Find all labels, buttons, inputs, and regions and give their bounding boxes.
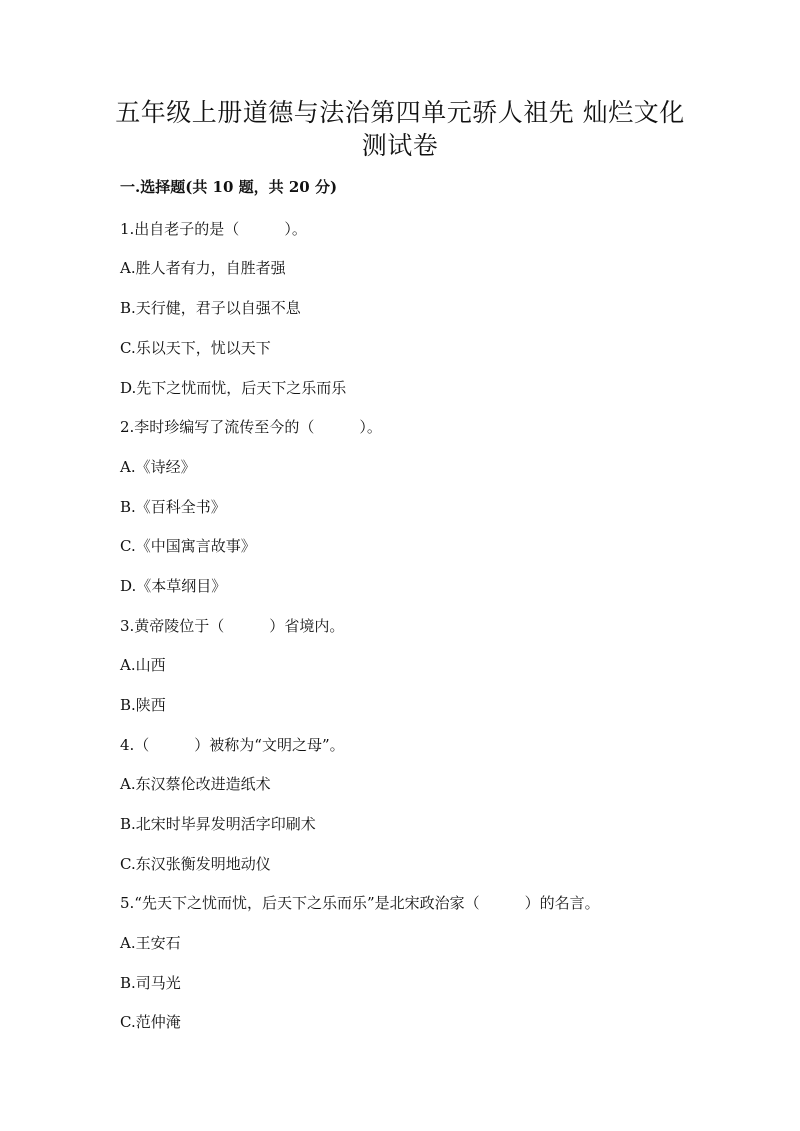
question-1-option-c: C.乐以天下，忧以天下	[120, 339, 271, 357]
question-2-option-b: B.《百科全书》	[120, 498, 226, 516]
question-4-option-b: B.北宋时毕昇发明活字印刷术	[120, 815, 316, 833]
section-heading: 一.选择题(共 10 题，共 20 分)	[120, 178, 338, 196]
question-1-stem: 1.出自老子的是（ ）。	[120, 220, 307, 238]
question-2-option-c: C.《中国寓言故事》	[120, 537, 256, 555]
question-1-option-b: B.天行健，君子以自强不息	[120, 299, 301, 317]
question-4-option-c: C.东汉张衡发明地动仪	[120, 855, 271, 873]
question-3-option-b: B.陕西	[120, 696, 166, 714]
question-3-stem: 3.黄帝陵位于（ ）省境内。	[120, 617, 345, 635]
question-5-option-c: C.范仲淹	[120, 1013, 181, 1031]
question-3-option-a: A.山西	[120, 656, 166, 674]
question-5-option-a: A.王安石	[120, 934, 181, 952]
question-2-option-d: D.《本草纲目》	[120, 577, 227, 595]
question-1-option-d: D.先下之忧而忧，后天下之乐而乐	[120, 379, 347, 397]
question-1-option-a: A.胜人者有力，自胜者强	[120, 259, 286, 277]
question-4-option-a: A.东汉蔡伦改进造纸术	[120, 775, 271, 793]
exam-title-line-1: 五年级上册道德与法治第四单元骄人祖先 灿烂文化	[115, 98, 685, 127]
question-2-stem: 2.李时珍编写了流传至今的（ ）。	[120, 418, 382, 436]
question-5-option-b: B.司马光	[120, 974, 181, 992]
question-5-stem: 5.“先天下之忧而忧，后天下之乐而乐”是北宋政治家（ ）的名言。	[120, 894, 600, 912]
exam-title-line-2: 测试卷	[361, 131, 439, 160]
question-4-stem: 4.（ ）被称为“文明之母”。	[120, 736, 345, 754]
question-2-option-a: A.《诗经》	[120, 458, 196, 476]
